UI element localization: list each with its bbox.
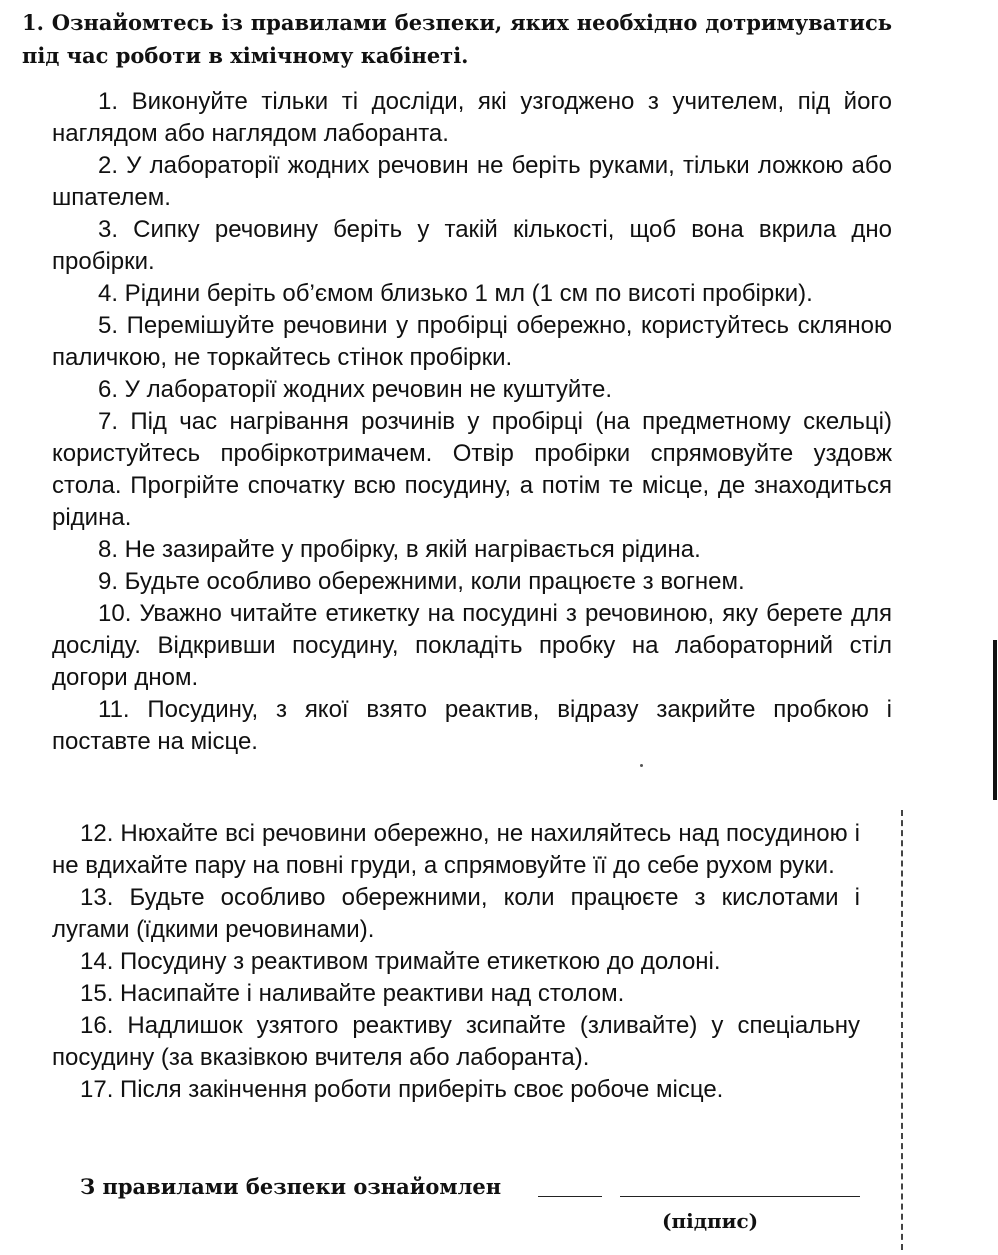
rule-17: 17. Після закінчення роботи приберіть своє робоче місце. bbox=[80, 1076, 724, 1103]
acknowledgement-text: З правилами безпеки ознайомлен bbox=[80, 1174, 502, 1199]
rule-4: 4. Рідини беріть об’ємом близько 1 мл (1 см по висоті пробірки). bbox=[98, 280, 813, 307]
signature-blank[interactable] bbox=[620, 1196, 860, 1197]
rule-3: 3. Сипку речовину беріть у такій кількості, щоб вона вкрила дно пробірки. bbox=[52, 216, 892, 275]
rule-12: 12. Нюхайте всі речовини обережно, не нахиляйтесь над посудиною і не вдихайте пару на повні груди, а спрямовуйте її до себе рухом руки. bbox=[52, 820, 860, 879]
rule-10: 10. Уважно читайте етикетку на посудині з речовиною, яку берете для досліду. Відкривши посудину, покладіть пробку на лабораторний стіл догори дном. bbox=[52, 600, 892, 691]
acknowledgement-ending-blank[interactable] bbox=[538, 1196, 602, 1197]
rule-15: 15. Насипайте і наливайте реактиви над столом. bbox=[80, 980, 625, 1007]
task-heading: 1. Ознайомтесь із правилами безпеки, яких необхідно дотримуватись під час роботи в хімічному кабінеті. bbox=[22, 10, 892, 68]
margin-bar bbox=[993, 640, 997, 800]
signature-caption: (підпис) bbox=[662, 1209, 759, 1233]
rule-8: 8. Не зазирайте у пробірку, в якій нагрівається рідина. bbox=[98, 536, 701, 563]
safety-rules-list-upper bbox=[52, 86, 892, 758]
rule-1: 1. Виконуйте тільки ті досліди, які узгоджено з учителем, під його наглядом або наглядом лаборанта. bbox=[52, 88, 892, 147]
print-speck bbox=[640, 764, 643, 767]
rule-6: 6. У лабораторії жодних речовин не куштуйте. bbox=[98, 376, 613, 403]
rule-7: 7. Під час нагрівання розчинів у пробірці (на предметному скельці) користуйтесь пробіркотримачем. Отвір пробірки спрямовуйте уздовж стола. Прогрійте спочатку всю посудину, а потім те місце, де знаходиться рідина. bbox=[52, 408, 892, 531]
rule-13: 13. Будьте особливо обережними, коли працюєте з кислотами і лугами (їдкими речовинами). bbox=[52, 884, 860, 943]
rule-2: 2. У лабораторії жодних речовин не беріть руками, тільки ложкою або шпателем. bbox=[52, 152, 892, 211]
rule-11: 11. Посудину, з якої взято реактив, відразу закрийте пробкою і поставте на місце. bbox=[52, 696, 892, 755]
safety-rules-list-lower bbox=[52, 818, 860, 1106]
rule-14: 14. Посудину з реактивом тримайте етикеткою до долоні. bbox=[80, 948, 721, 975]
rule-16: 16. Надлишок узятого реактиву зсипайте (зливайте) у спеціальну посудину (за вказівкою вчителя або лаборанта). bbox=[52, 1012, 860, 1071]
cut-line bbox=[901, 810, 903, 1250]
rule-9: 9. Будьте особливо обережними, коли працюєте з вогнем. bbox=[98, 568, 745, 595]
rule-5: 5. Перемішуйте речовини у пробірці обережно, користуйтесь скляною паличкою, не торкайтесь стінок пробірки. bbox=[52, 312, 892, 371]
